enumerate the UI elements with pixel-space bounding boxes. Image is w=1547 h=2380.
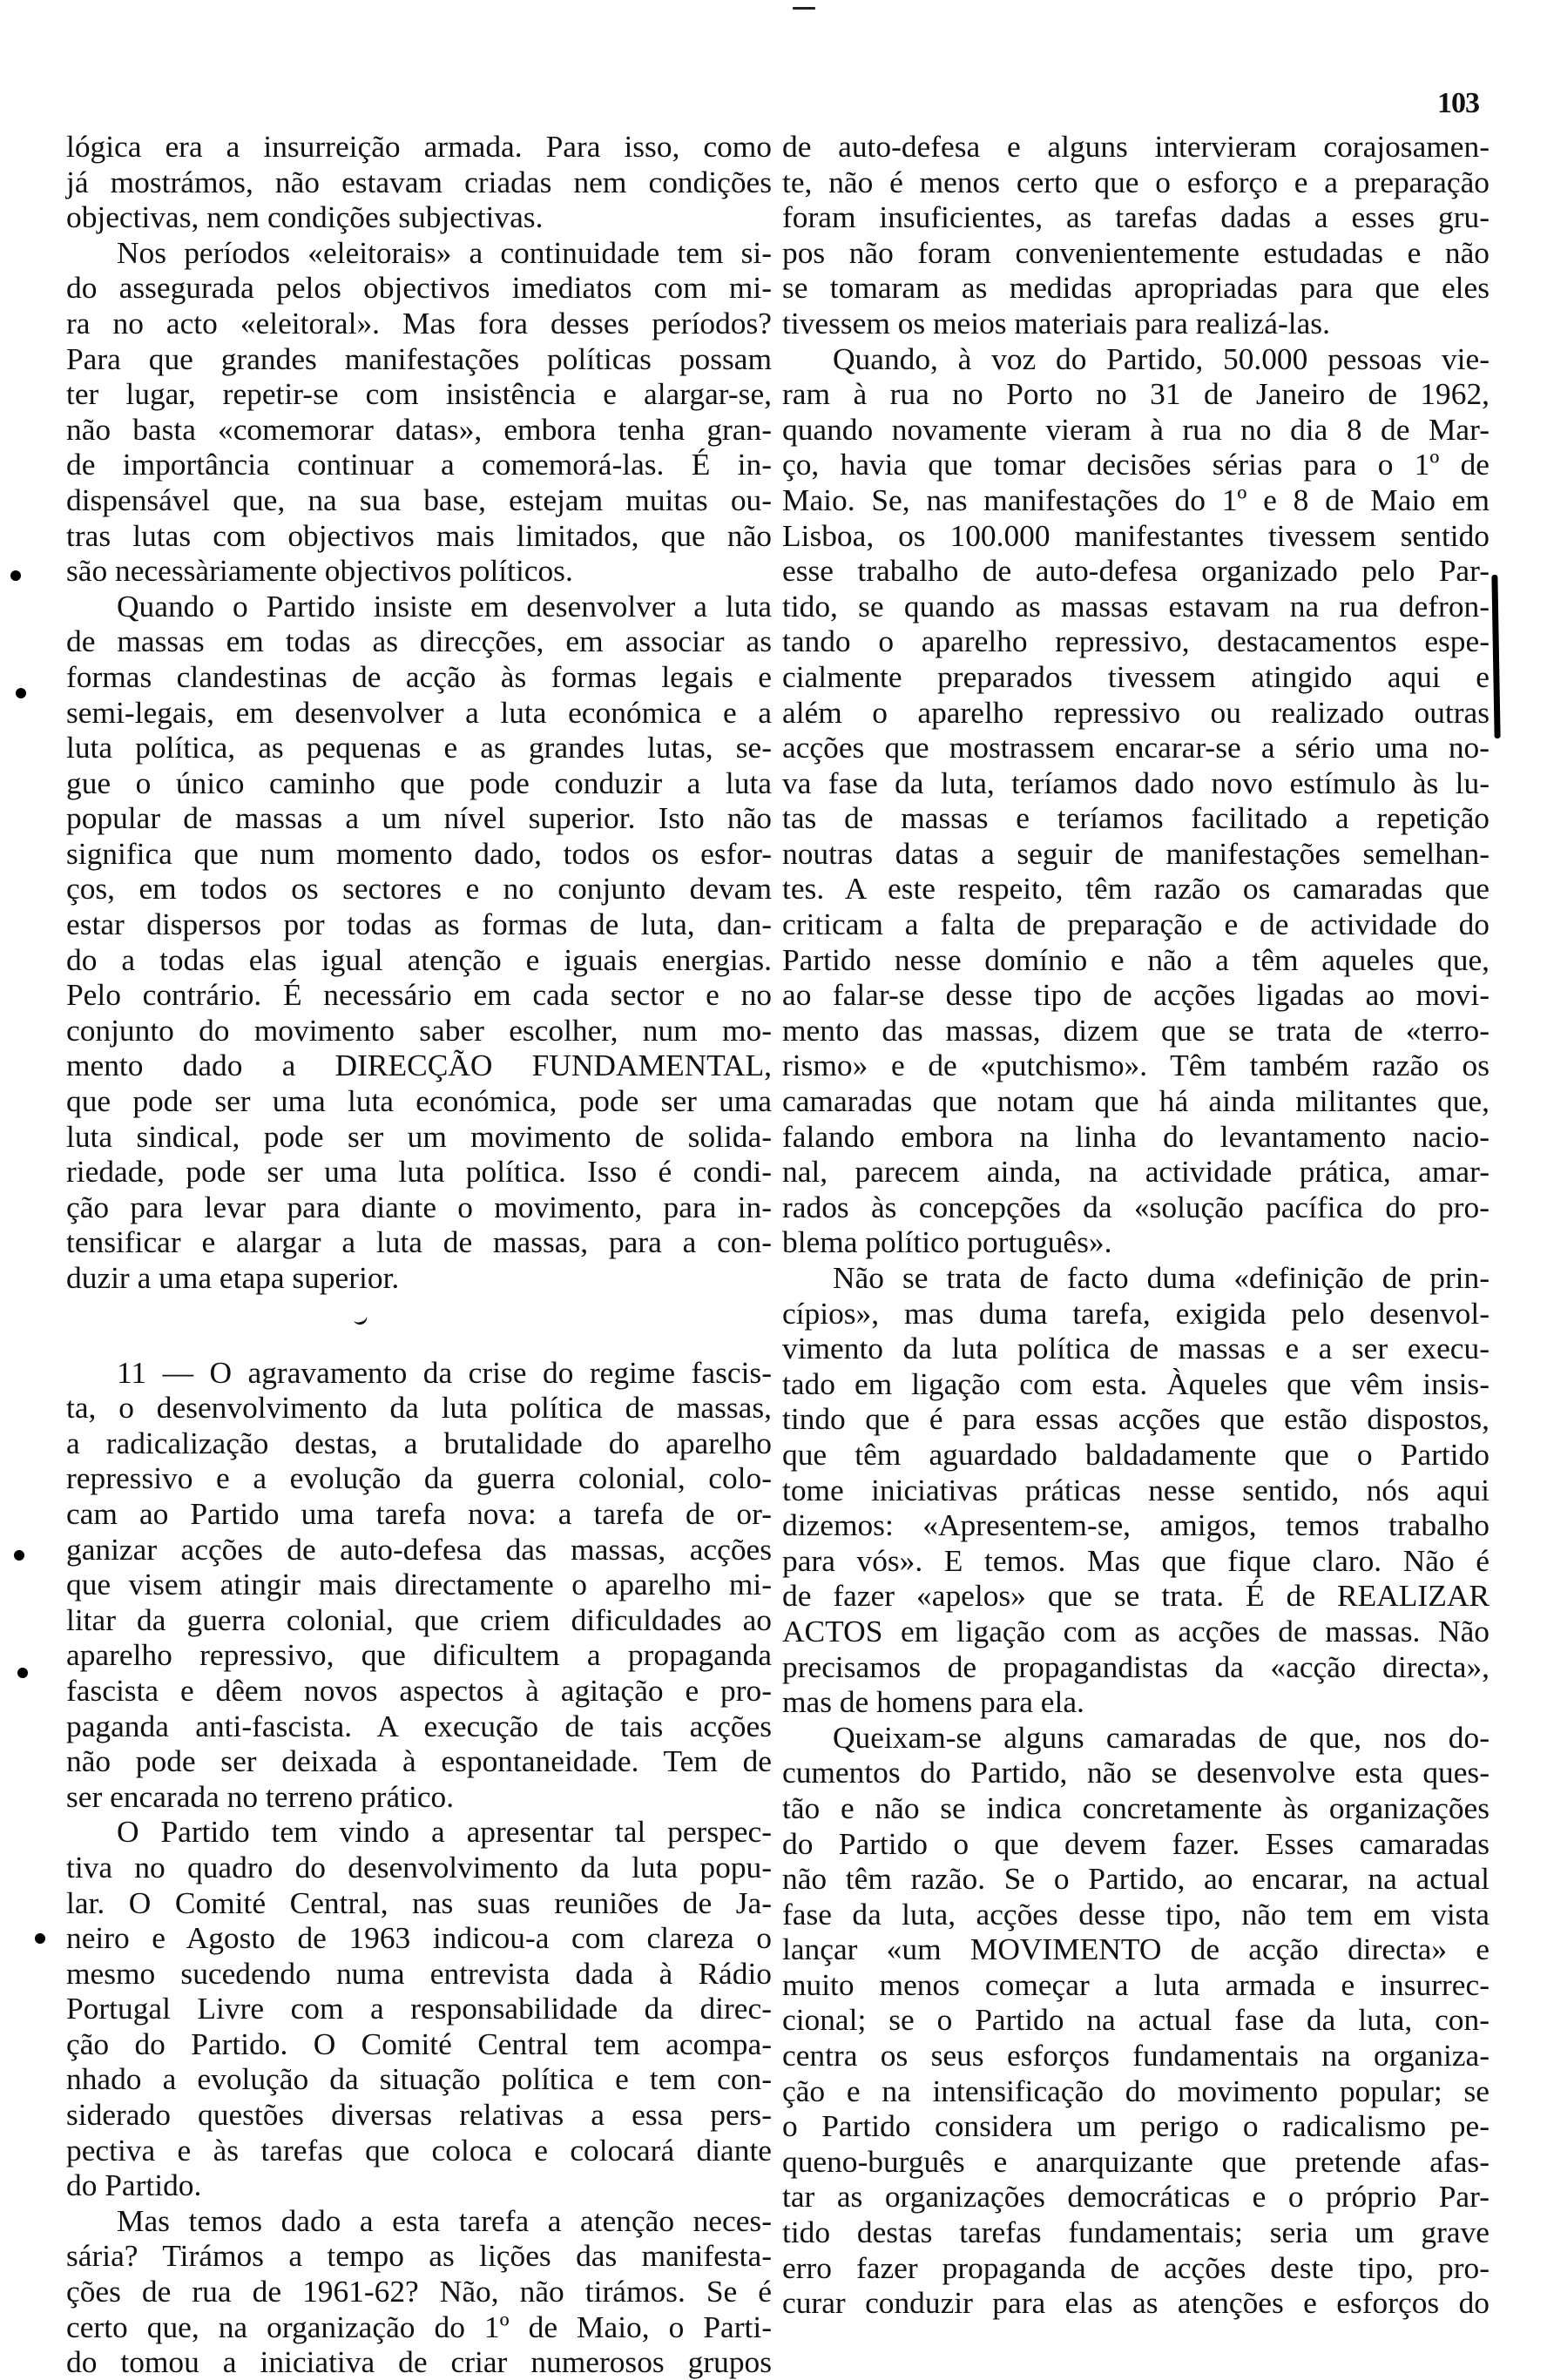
text-line: de massas em todas as direcções, em associar as [66, 624, 772, 659]
text-line: repressivo e a evolução da guerra colonial, colo- [66, 1460, 772, 1496]
text-line: fase da luta, acções desse tipo, não tem em vista [782, 1896, 1490, 1932]
text-line: tivessem os meios materiais para realizá-las. [782, 305, 1330, 340]
margin-bullet-mark [35, 1933, 45, 1944]
text-line: Quando o Partido insiste em desenvolver a luta [117, 588, 772, 624]
text-line: tando o aparelho repressivo, destacamentos espe- [782, 624, 1490, 659]
text-line: formas clandestinas de acção às formas legais e [66, 658, 772, 694]
text-line: Quando, à voz do Partido, 50.000 pessoas vie- [833, 340, 1490, 376]
text-line: lar. O Comité Central, nas suas reuniões de Ja- [66, 1884, 772, 1920]
text-line: queno-burguês e anarquizante que pretende afas- [782, 2143, 1490, 2179]
text-line: rados às concepções da «solução pacífica do pro- [782, 1189, 1490, 1224]
text-line: já mostrámos, não estavam criadas nem condições [66, 164, 772, 199]
text-line: Mas temos dado a esta tarefa a atenção neces- [117, 2202, 772, 2238]
text-line: Nos períodos «eleitorais» a continuidade tem si- [117, 234, 772, 270]
section-ornament [353, 1312, 369, 1325]
text-line: nhado a evolução da situação política e tem con- [66, 2061, 772, 2097]
text-line: blema político português». [782, 1224, 1112, 1260]
paragraph [782, 341, 1490, 1260]
text-line: cam ao Partido uma tarefa nova: a tarefa de or- [66, 1495, 772, 1531]
text-line: te, não é menos certo que o esforço e a preparação [782, 164, 1490, 199]
text-line: litar da guerra colonial, que criem dificuldades ao [66, 1601, 772, 1637]
text-line: conjunto do movimento saber escolher, num mo- [66, 1012, 772, 1048]
text-line: tido destas tarefas fundamentais; seria um grave [782, 2215, 1490, 2250]
text-line: se tomaram as medidas apropriadas para que eles [782, 270, 1490, 306]
text-line: ganizar acções de auto-defesa das massas, acções [66, 1531, 772, 1567]
text-line: muito menos começar a luta armada e insurrec- [782, 1966, 1490, 2002]
text-line: tado em ligação com esta. Àqueles que vêm insis- [782, 1365, 1490, 1401]
text-line: lançar «um MOVIMENTO de acção directa» e [782, 1932, 1490, 1967]
text-line: de auto-defesa e alguns intervieram corajosamen- [782, 129, 1490, 164]
text-line: tar as organizações democráticas e o próprio Par- [782, 2179, 1490, 2215]
text-line: quando novamente vieram à rua no dia 8 de Mar- [782, 411, 1490, 447]
text-line: curar conduzir para elas as atenções e esforços do [782, 2285, 1490, 2321]
text-line: ção e na intensificação do movimento popular; se [782, 2073, 1490, 2108]
text-line: O Partido tem vindo a apresentar tal perspec- [117, 1814, 772, 1850]
text-line: noutras datas a seguir de manifestações semelhan- [782, 835, 1490, 871]
text-line: vimento da luta política de massas e a ser execu- [782, 1331, 1490, 1366]
text-line: não têm razão. Se o Partido, ao encarar, na actual [782, 1861, 1490, 1897]
text-line: ta, o desenvolvimento da luta política de massas, [66, 1390, 772, 1426]
text-line: que visem atingir mais directamente o aparelho mi- [66, 1567, 772, 1602]
text-line: ao falar-se desse tipo de acções ligadas ao movi- [782, 977, 1490, 1013]
paragraph [782, 1720, 1490, 2321]
text-line: Para que grandes manifestações políticas possam [66, 340, 772, 376]
text-line: pos não foram convenientemente estudadas e não [782, 234, 1490, 270]
text-line: centra os seus esforços fundamentais na organiza- [782, 2038, 1490, 2073]
text-line: lógica era a insurreição armada. Para isso, como [66, 129, 772, 164]
paragraph [66, 1355, 772, 1815]
text-line: ACTOS em ligação com as acções de massas. Não [782, 1613, 1490, 1648]
text-line: não pode ser deixada à espontaneidade. Tem de [66, 1743, 772, 1779]
text-line: tão e não se indica concretamente às organizações [782, 1790, 1490, 1825]
text-line: significa que num momento dado, todos os esfor- [66, 835, 772, 871]
text-line: Queixam-se alguns camaradas de que, nos do- [833, 1719, 1490, 1755]
text-line: ra no acto «eleitoral». Mas fora desses períodos? [66, 305, 772, 340]
text-line: popular de massas a um nível superior. Isto não [66, 800, 772, 836]
text-line: duzir a uma etapa superior. [66, 1260, 400, 1295]
margin-bullet-mark [16, 688, 26, 698]
text-line: cional; se o Partido na actual fase da luta, con- [782, 2002, 1490, 2038]
page-number: 103 [1437, 87, 1479, 119]
text-line: siderado questões diversas relativas a essa pers- [66, 2097, 772, 2133]
text-line: mento das massas, dizem que se trata de «terro- [782, 1012, 1490, 1048]
text-line: do assegurada pelos objectivos imediatos com mi- [66, 270, 772, 306]
text-line: fascista e dêem novos aspectos à agitação e pro- [66, 1672, 772, 1708]
paragraph [66, 2203, 772, 2380]
text-line: 11 — O agravamento da crise do regime fascis- [117, 1354, 772, 1390]
text-line: tras lutas com objectivos mais limitados, que não [66, 517, 772, 553]
text-line: criticam a falta de preparação e de actividade do [782, 907, 1490, 942]
text-line: do Partido. [66, 2168, 202, 2203]
text-line: não basta «comemorar datas», embora tenha gran- [66, 411, 772, 447]
text-line: Não se trata de facto duma «definição de prin- [833, 1260, 1490, 1295]
text-line: do Partido o que devem fazer. Esses camaradas [782, 1825, 1490, 1861]
text-line: tes. A este respeito, têm razão os camaradas que [782, 871, 1490, 907]
text-line: além o aparelho repressivo ou realizado outras [782, 694, 1490, 730]
text-line: semi-legais, em desenvolver a luta económica e a [66, 694, 772, 730]
text-line: para vós». E temos. Mas que fique claro. Não é [782, 1542, 1490, 1578]
text-line: do tomou a iniciativa de criar numerosos grupos [66, 2344, 772, 2380]
text-line: ção do Partido. O Comité Central tem acompa- [66, 2026, 772, 2061]
text-line: que pode ser uma luta económica, pode ser uma [66, 1083, 772, 1119]
text-line: va fase da luta, teríamos dado novo estímulo às lu- [782, 765, 1490, 800]
text-line: são necessàriamente objectivos políticos. [66, 553, 573, 589]
text-line: objectivas, nem condições subjectivas. [66, 199, 544, 235]
paragraph [66, 1814, 772, 2203]
text-line: sária? Tirámos a tempo as lições das manifesta- [66, 2238, 772, 2274]
text-line: ser encarada no terreno prático. [66, 1778, 455, 1814]
margin-bullet-mark [14, 1550, 24, 1561]
text-line: luta política, as pequenas e as grandes lutas, se- [66, 730, 772, 765]
text-line: aparelho repressivo, que dificultem a propaganda [66, 1637, 772, 1673]
text-line: Partido nesse domínio e não a têm aqueles que, [782, 941, 1490, 977]
text-line: dispensável que, na sua base, estejam muitas ou- [66, 482, 772, 517]
left-column [66, 129, 772, 2380]
margin-annotation-bar [1491, 575, 1500, 738]
text-line: pectiva e às tarefas que coloca e colocará diante [66, 2132, 772, 2168]
text-line: camaradas que notam que há ainda militantes que, [782, 1083, 1490, 1119]
text-line: de importância continuar a comemorá-las. É in- [66, 447, 772, 482]
section-break [66, 1296, 772, 1355]
text-line: neiro e Agosto de 1963 indicou-a com clareza o [66, 1920, 772, 1956]
text-line: ção para levar para diante o movimento, para in- [66, 1189, 772, 1224]
paragraph [66, 589, 772, 1296]
text-line: Lisboa, os 100.000 manifestantes tivessem sentido [782, 517, 1490, 553]
text-line: a radicalização destas, a brutalidade do aparelho [66, 1425, 772, 1460]
text-line: paganda anti-fascista. A execução de tais acções [66, 1708, 772, 1743]
text-line: tindo que é para essas acções que estão dispostos, [782, 1401, 1490, 1437]
text-line: mento dado a DIRECÇÃO FUNDAMENTAL, [66, 1048, 772, 1083]
text-line: acções que mostrassem encarar-se a sério uma no- [782, 730, 1490, 765]
text-line: tas de massas e teríamos facilitado a repetição [782, 800, 1490, 836]
text-line: precisamos de propagandistas da «acção directa», [782, 1648, 1490, 1684]
text-line: mas de homens para ela. [782, 1684, 1084, 1720]
text-line: ções de rua de 1961-62? Não, não tirámos. Se é [66, 2274, 772, 2309]
text-line: cípios», mas duma tarefa, exigida pelo desenvol- [782, 1295, 1490, 1331]
text-line: gue o único caminho que pode conduzir a luta [66, 765, 772, 800]
text-line: estar dispersos por todas as formas de luta, dan- [66, 907, 772, 942]
text-line: erro fazer propaganda de acções deste tipo, pro- [782, 2249, 1490, 2285]
text-line: tome iniciativas práticas nesse sentido, nós aqui [782, 1472, 1490, 1507]
text-line: dizemos: «Apresentem-se, amigos, temos trabalho [782, 1507, 1490, 1543]
text-line: ram à rua no Porto no 31 de Janeiro de 1962, [782, 376, 1490, 412]
margin-bullet-mark [17, 1668, 28, 1678]
text-line: Maio. Se, nas manifestações do 1º e 8 de Maio em [782, 482, 1490, 517]
text-line: ter lugar, repetir-se com insistência e alargar-se, [66, 376, 772, 412]
text-line: esse trabalho de auto-defesa organizado pelo Par- [782, 553, 1490, 589]
text-line: falando embora na linha do levantamento nacio- [782, 1118, 1490, 1154]
paragraph [66, 235, 772, 589]
text-line: rismo» e de «putchismo». Têm também razão os [782, 1048, 1490, 1083]
text-line: cumentos do Partido, não se desenvolve esta ques- [782, 1755, 1490, 1790]
text-line: foram insuficientes, as tarefas dadas a esses gru- [782, 199, 1490, 235]
text-line: tiva no quadro do desenvolvimento da luta popu- [66, 1849, 772, 1884]
paragraph [782, 1260, 1490, 1720]
paragraph [782, 129, 1490, 341]
paragraph [66, 129, 772, 235]
text-line: mesmo sucedendo numa entrevista dada à Rádio [66, 1955, 772, 1991]
text-line: luta sindical, pode ser um movimento de solida- [66, 1118, 772, 1154]
text-line: nal, parecem ainda, na actividade prática, amar- [782, 1154, 1490, 1190]
text-line: o Partido considera um perigo o radicalismo pe- [782, 2108, 1490, 2144]
text-line: tensificar e alargar a luta de massas, para a con- [66, 1224, 772, 1260]
margin-bullet-mark [10, 570, 21, 581]
text-line: que têm aguardado baldadamente que o Partido [782, 1436, 1490, 1472]
text-line: certo que, na organização do 1º de Maio, o Parti- [66, 2309, 772, 2344]
text-line: ço, havia que tomar decisões sérias para o 1º de [782, 447, 1490, 482]
text-line: cialmente preparados tivessem atingido aqui e [782, 658, 1490, 694]
text-line: Pelo contrário. É necessário em cada sector e no [66, 977, 772, 1013]
text-line: Portugal Livre com a responsabilidade da direc- [66, 1991, 772, 2026]
scan-speck [793, 7, 815, 10]
right-column [782, 129, 1490, 2321]
text-line: do a todas elas igual atenção e iguais energias. [66, 941, 772, 977]
text-line: ços, em todos os sectores e no conjunto devam [66, 871, 772, 907]
text-line: riedade, pode ser uma luta política. Isso é condi- [66, 1154, 772, 1190]
text-line: de fazer «apelos» que se trata. É de REALIZAR [782, 1578, 1490, 1614]
text-line: tido, se quando as massas estavam na rua defron- [782, 588, 1490, 624]
